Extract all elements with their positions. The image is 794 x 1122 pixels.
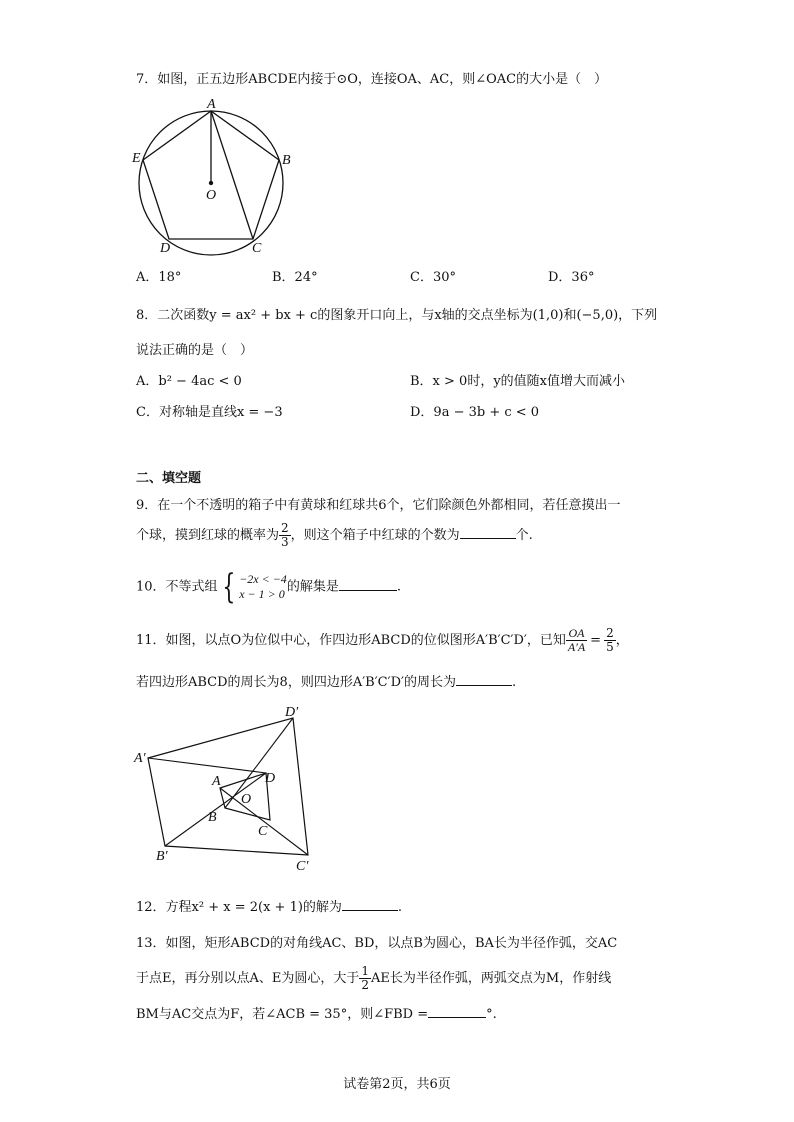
q7-segment-ac <box>211 111 253 239</box>
q11-fraction-value <box>604 627 616 654</box>
q10-line <box>136 567 401 607</box>
q12-line <box>136 896 402 915</box>
q10-row1: −2x < −4 <box>239 572 287 586</box>
q13-line2-a: 于点E，再分别以点A、E为圆心，大于 <box>136 971 360 986</box>
q11-label-dp: D′ <box>285 705 299 720</box>
q13-line3-text: BM与AC交点为F，若∠ACB = 35°，则∠FBD = <box>136 1007 429 1022</box>
q7-option-c: C．30° <box>410 270 456 285</box>
q11-label-a: A <box>212 774 221 789</box>
q11-label-o: O <box>241 792 252 807</box>
q9-frac-den: 3 <box>281 535 289 549</box>
q12-end: . <box>397 900 403 915</box>
q10-prefix: 10．不等式组 <box>136 579 218 595</box>
q9-line2-a: 个球，摸到红球的概率为 <box>136 528 280 543</box>
q10-suffix: 的解集是 <box>286 579 339 595</box>
q13-answer-blank[interactable] <box>428 1003 486 1018</box>
q7-option-b: B．24° <box>272 270 318 285</box>
q7-option-d: D．36° <box>548 270 595 285</box>
q11-label-cp: C′ <box>296 859 309 874</box>
q8-line1: 8．二次函数y = ax² + bx + c的图象开口向上，与x轴的交点坐标为(1,0)和(−5,0)，下列 <box>136 308 658 323</box>
q9-answer-blank[interactable] <box>460 524 516 539</box>
q11-frac-num: OA <box>566 627 587 641</box>
q13-frac-den: 2 <box>361 978 370 992</box>
q11-ray-d <box>225 718 293 808</box>
q11-frac2-den: 5 <box>606 640 614 654</box>
q11-label-d: D <box>265 771 276 786</box>
section-title-fill-in: 二、填空题 <box>136 471 202 486</box>
q11-label-b: B <box>208 810 217 825</box>
q9-line2-c: 个. <box>515 528 533 543</box>
q7-label-o: O <box>206 188 217 203</box>
q11-line2-text: 若四边形ABCD的周长为8，则四边形A′B′C′D′的周长为 <box>136 675 456 690</box>
q7-text: 7．如图，正五边形ABCDE内接于⊙O，连接OA、AC，则∠OAC的大小是（ ） <box>136 72 608 87</box>
q13-line1: 13．如图，矩形ABCD的对角线AC、BD，以点B为圆心，BA长为半径作弧，交AC <box>136 936 618 951</box>
q8-option-c: C．对称轴是直线x = −3 <box>136 405 283 420</box>
q7-pentagon-figure <box>128 96 298 256</box>
q7-label-d: D <box>160 241 171 256</box>
q11-label-ap: A′ <box>134 751 146 766</box>
q13-line3 <box>136 1003 497 1022</box>
q7-center-dot <box>209 181 213 185</box>
q13-frac-num: 1 <box>361 964 370 978</box>
q7-label-c: C <box>252 241 262 256</box>
q7-label-a: A <box>207 97 216 112</box>
q11-frac-den: A′A <box>567 640 586 654</box>
q9-line1: 9．在一个不透明的箱子中有黄球和红球共6个，它们除颜色外都相同，若任意摸出一 <box>136 498 621 513</box>
q12-text: 12．方程x² + x = 2(x + 1)的解为 <box>136 900 342 915</box>
q11-line2 <box>136 671 516 690</box>
q11-ray-a <box>148 758 266 773</box>
q11-label-bp: B′ <box>156 849 168 864</box>
q7-label-b: B <box>282 153 291 168</box>
q10-end: . <box>396 579 401 595</box>
q9-frac-num: 2 <box>281 521 289 535</box>
q8-line2: 说法正确的是（ ） <box>136 343 254 358</box>
q13-fraction <box>359 965 371 992</box>
q11-line1-b: ， <box>615 633 629 648</box>
q13-line2-b: AE长为半径作弧，两弧交点为M，作射线 <box>371 971 612 986</box>
q13-line3-end: °. <box>486 1007 497 1022</box>
q12-answer-blank[interactable] <box>342 896 398 911</box>
page-footer: 试卷第2页，共6页 <box>343 1077 451 1092</box>
q10-row2: x − 1 > 0 <box>239 587 285 601</box>
q10-brace: { <box>221 567 235 607</box>
q9-fraction <box>279 522 291 549</box>
q11-line1 <box>136 627 629 654</box>
q9-line2-b: ，则这个箱子中红球的个数为 <box>290 528 460 543</box>
q11-ray-c <box>220 788 308 855</box>
q11-frac2-num: 2 <box>606 626 614 640</box>
q8-option-b: B．x > 0时，y的值随x值增大而减小 <box>410 374 625 389</box>
q11-line1-a: 11．如图，以点O为位似中心，作四边形ABCD的位似图形A′B′C′D′，已知 <box>136 633 566 648</box>
q11-label-c: C <box>258 824 268 839</box>
q8-option-a: A．b² − 4ac < 0 <box>136 374 242 389</box>
q10-system <box>239 572 287 602</box>
q11-outer-quad <box>148 718 308 855</box>
q9-line2 <box>136 522 533 549</box>
q8-option-d: D．9a − 3b + c < 0 <box>410 405 540 420</box>
q11-line2-end: . <box>511 675 517 690</box>
q13-line2 <box>136 965 611 992</box>
q11-eq: = <box>590 633 602 648</box>
q7-label-e: E <box>132 151 141 166</box>
q11-answer-blank[interactable] <box>456 671 512 686</box>
q7-option-a: A．18° <box>136 270 182 285</box>
q11-fraction-ratio <box>566 627 587 654</box>
q11-similar-figure <box>128 698 328 876</box>
q10-answer-blank[interactable] <box>339 576 397 591</box>
